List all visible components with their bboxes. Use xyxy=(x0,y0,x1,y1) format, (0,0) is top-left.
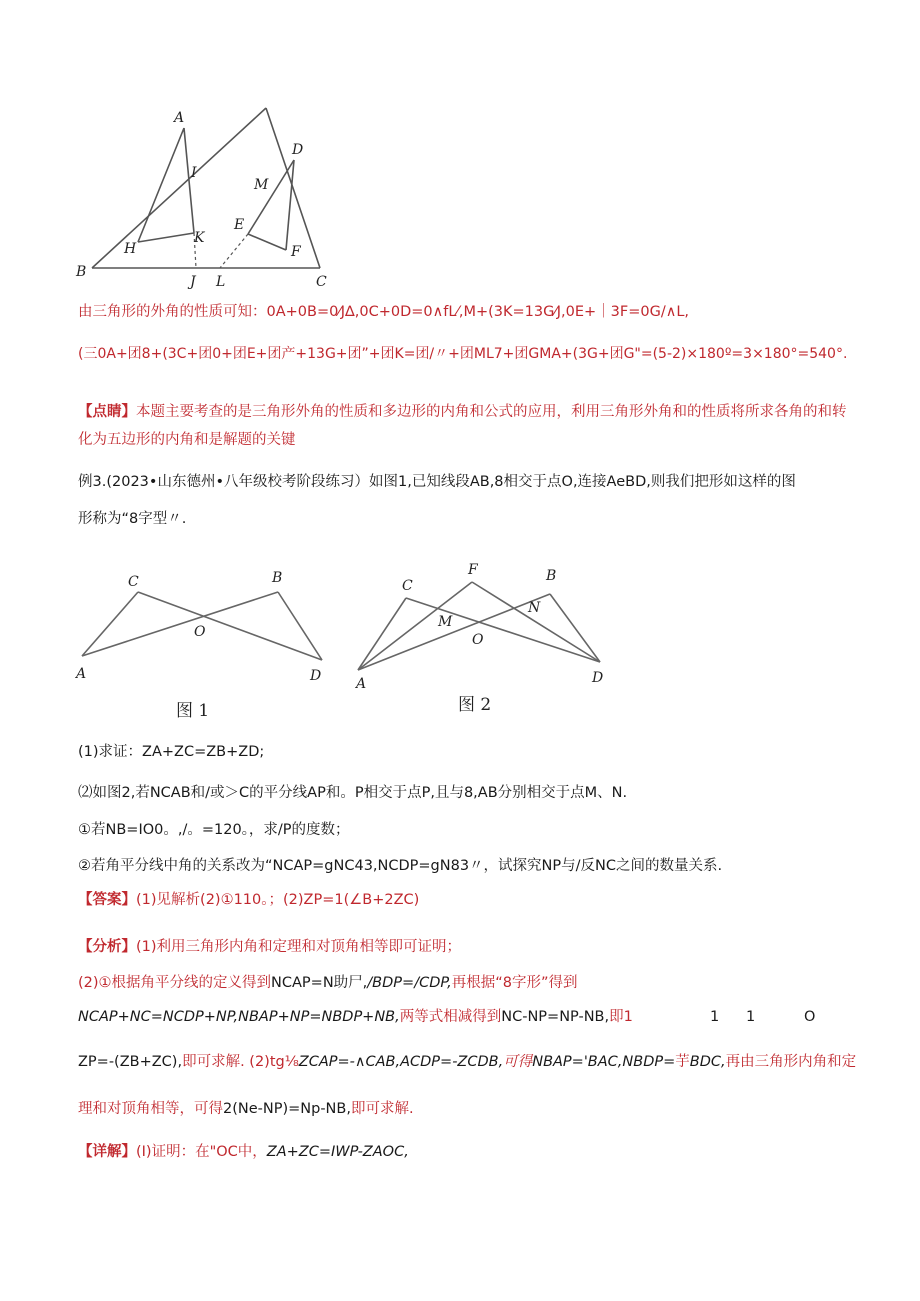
label-c: C xyxy=(316,274,327,290)
question-2-1: ①若NB=IO0。,/。=120。，求/P的度数； xyxy=(78,822,350,838)
fig2-a-c xyxy=(358,598,406,670)
label-a: A xyxy=(174,110,185,126)
fig2-a-f xyxy=(358,582,472,670)
fig1-label-a: A xyxy=(76,666,87,682)
analysis-a4-dark3: NBAP='BAC,NBDP= xyxy=(532,1054,676,1070)
fig2-label-m: M xyxy=(438,614,453,630)
label-j: J xyxy=(190,274,196,290)
analysis-a3-red: 两等式相减得到 xyxy=(399,1009,502,1025)
dianjing-tag: 【点睛】 xyxy=(78,404,136,420)
analysis-a3-n2: 1 xyxy=(746,1009,756,1025)
fig2-label-a: A xyxy=(356,676,367,692)
question-1: (1)求证：ZA+ZC=ZB+ZD; xyxy=(78,744,265,760)
example-line-2: 形称为“8字型〃. xyxy=(78,511,187,527)
text-line-2: (三0A+团8+(3C+团0+团E+团产+13G+团”+团K=团/〃+团ML7+团GMA+(3G+团G"=(5-2)×180º=3×180°=540°. xyxy=(78,346,848,362)
analysis-a3-n3: O xyxy=(804,1009,816,1025)
fig1-a-b xyxy=(82,592,278,656)
label-m: M xyxy=(254,177,269,193)
fig1-caption: 图 1 xyxy=(176,701,210,721)
fig2-f-d xyxy=(472,582,600,662)
analysis-a3-dark2: NC-NP=NP-NB, xyxy=(501,1009,610,1025)
segment-e-f xyxy=(248,234,286,250)
detail-red: (I)证明：在"OC中， xyxy=(136,1144,267,1160)
label-k: K xyxy=(194,230,205,246)
label-h: H xyxy=(124,241,137,257)
fig2-label-f: F xyxy=(468,562,478,578)
dashed-e-l xyxy=(220,234,248,268)
segment-e-d xyxy=(248,160,294,234)
label-i: I xyxy=(191,165,197,181)
analysis-a4-dark2: ZCAP=-∧CAB,ACDP=-ZCDB, xyxy=(298,1054,504,1070)
analysis-a5-dark: 2(Ne-NP)=Np-NB, xyxy=(223,1101,351,1117)
question-2-2: ②若角平分线中角的关系改为“NCAP=gNC43,NCDP=gN83〃，试探究NP与/反NC之间的数量关系. xyxy=(78,858,723,874)
analysis-a4-dark: ZP=-(ZB+ZC), xyxy=(78,1054,183,1070)
detail-dark: ZA+ZC=IWP-ZAOC, xyxy=(266,1144,409,1160)
answer-line xyxy=(78,890,419,910)
analysis-a3-dark: NCAP+NC=NCDP+NP,NBAP+NP=NBDP+NB, xyxy=(78,1009,400,1025)
label-b: B xyxy=(76,264,87,280)
label-l: L xyxy=(216,274,226,290)
fig1-b-d xyxy=(278,592,322,660)
fig1-label-d: D xyxy=(310,668,322,684)
analysis-line-2 xyxy=(78,973,577,993)
fig2-label-o: O xyxy=(472,632,484,648)
question-2: ⑵如图2,若NCAB和/或＞C的平分线AP和。P相交于点P,且与8,AB分别相交于点M、N. xyxy=(78,785,628,801)
figure-1 xyxy=(70,560,340,725)
fig2-a-b xyxy=(358,594,550,670)
analysis-a3-red2: 即1 xyxy=(609,1009,633,1025)
fig2-label-d: D xyxy=(592,670,604,686)
segment-d-f xyxy=(286,160,294,250)
figure-2 xyxy=(350,560,620,725)
analysis-a4-red2: 可得 xyxy=(503,1054,533,1070)
analysis-line-4 xyxy=(78,1052,856,1072)
dianjing-body: 本题主要考查的是三角形外角的性质和多边形的内角和公式的应用，利用三角形外角和的性质将所求各角的和转化为五边形的内角和是解题的关键 xyxy=(78,404,847,448)
analysis-a4-dark4: BDC, xyxy=(689,1054,726,1070)
fig1-label-o: O xyxy=(194,624,206,640)
analysis-a4-red: 即可求解. (2)tg⅛ xyxy=(182,1054,299,1070)
fig2-label-c: C xyxy=(402,578,413,594)
detail-line xyxy=(78,1142,409,1162)
example-line-1: 例3.(2023•山东德州•八年级校考阶段练习）如图1,已知线段AB,8相交于点O,连接AeBD,则我们把形如这样的图 xyxy=(78,474,796,490)
analysis-a4-red3: 芋 xyxy=(675,1054,690,1070)
segment-h-k xyxy=(138,233,194,242)
analysis-line-3 xyxy=(78,1007,848,1027)
fig2-label-n: N xyxy=(528,600,541,616)
analysis-line-5 xyxy=(78,1099,414,1119)
label-d: D xyxy=(292,142,304,158)
analysis-a5-red2: 即可求解. xyxy=(350,1101,414,1117)
analysis-a4-red4: 再由三角形内角和定 xyxy=(725,1054,857,1070)
analysis-a2-red: (2)①根据角平分线的定义得到 xyxy=(78,975,272,991)
detail-tag: 【详解】 xyxy=(78,1144,136,1160)
analysis-a5-red: 理和对顶角相等，可得 xyxy=(78,1101,223,1117)
fig1-label-c: C xyxy=(128,574,139,590)
fig1-label-b: B xyxy=(272,570,283,586)
fig2-label-b: B xyxy=(546,568,557,584)
segment-a-h xyxy=(138,128,184,242)
dianjing-paragraph xyxy=(78,398,848,454)
analysis-line-1 xyxy=(78,937,461,957)
label-f: F xyxy=(291,244,301,260)
label-e: E xyxy=(234,217,245,233)
text-line-1: 由三角形的外角的性质可知：0A+0B=0⁄J∆,0C+0D=0∧fL⁄,M+(3K=13G⁄J,0E+｜3F=0G∕∧L, xyxy=(78,304,690,320)
analysis-a2-dark1: NCAP=N助尸, xyxy=(271,975,368,991)
analysis-a3-n1: 1 xyxy=(710,1009,720,1025)
answer-body: (1)见解析(2)①110。；(2)ZP=1(∠B+2ZC) xyxy=(136,892,420,908)
fig2-b-d xyxy=(550,594,600,662)
analysis-a1: (1)利用三角形内角和定理和对顶角相等即可证明； xyxy=(136,939,462,955)
answer-tag: 【答案】 xyxy=(78,892,136,908)
fig1-c-d xyxy=(138,592,322,660)
analysis-tag: 【分析】 xyxy=(78,939,136,955)
fig2-c-d xyxy=(406,598,600,662)
analysis-a2-dark2: /BDP=/CDP, xyxy=(367,975,452,991)
fig2-caption: 图 2 xyxy=(458,695,492,715)
analysis-a2-red2: 再根据“8字形”得到 xyxy=(451,975,578,991)
figure-triangles xyxy=(70,100,340,290)
